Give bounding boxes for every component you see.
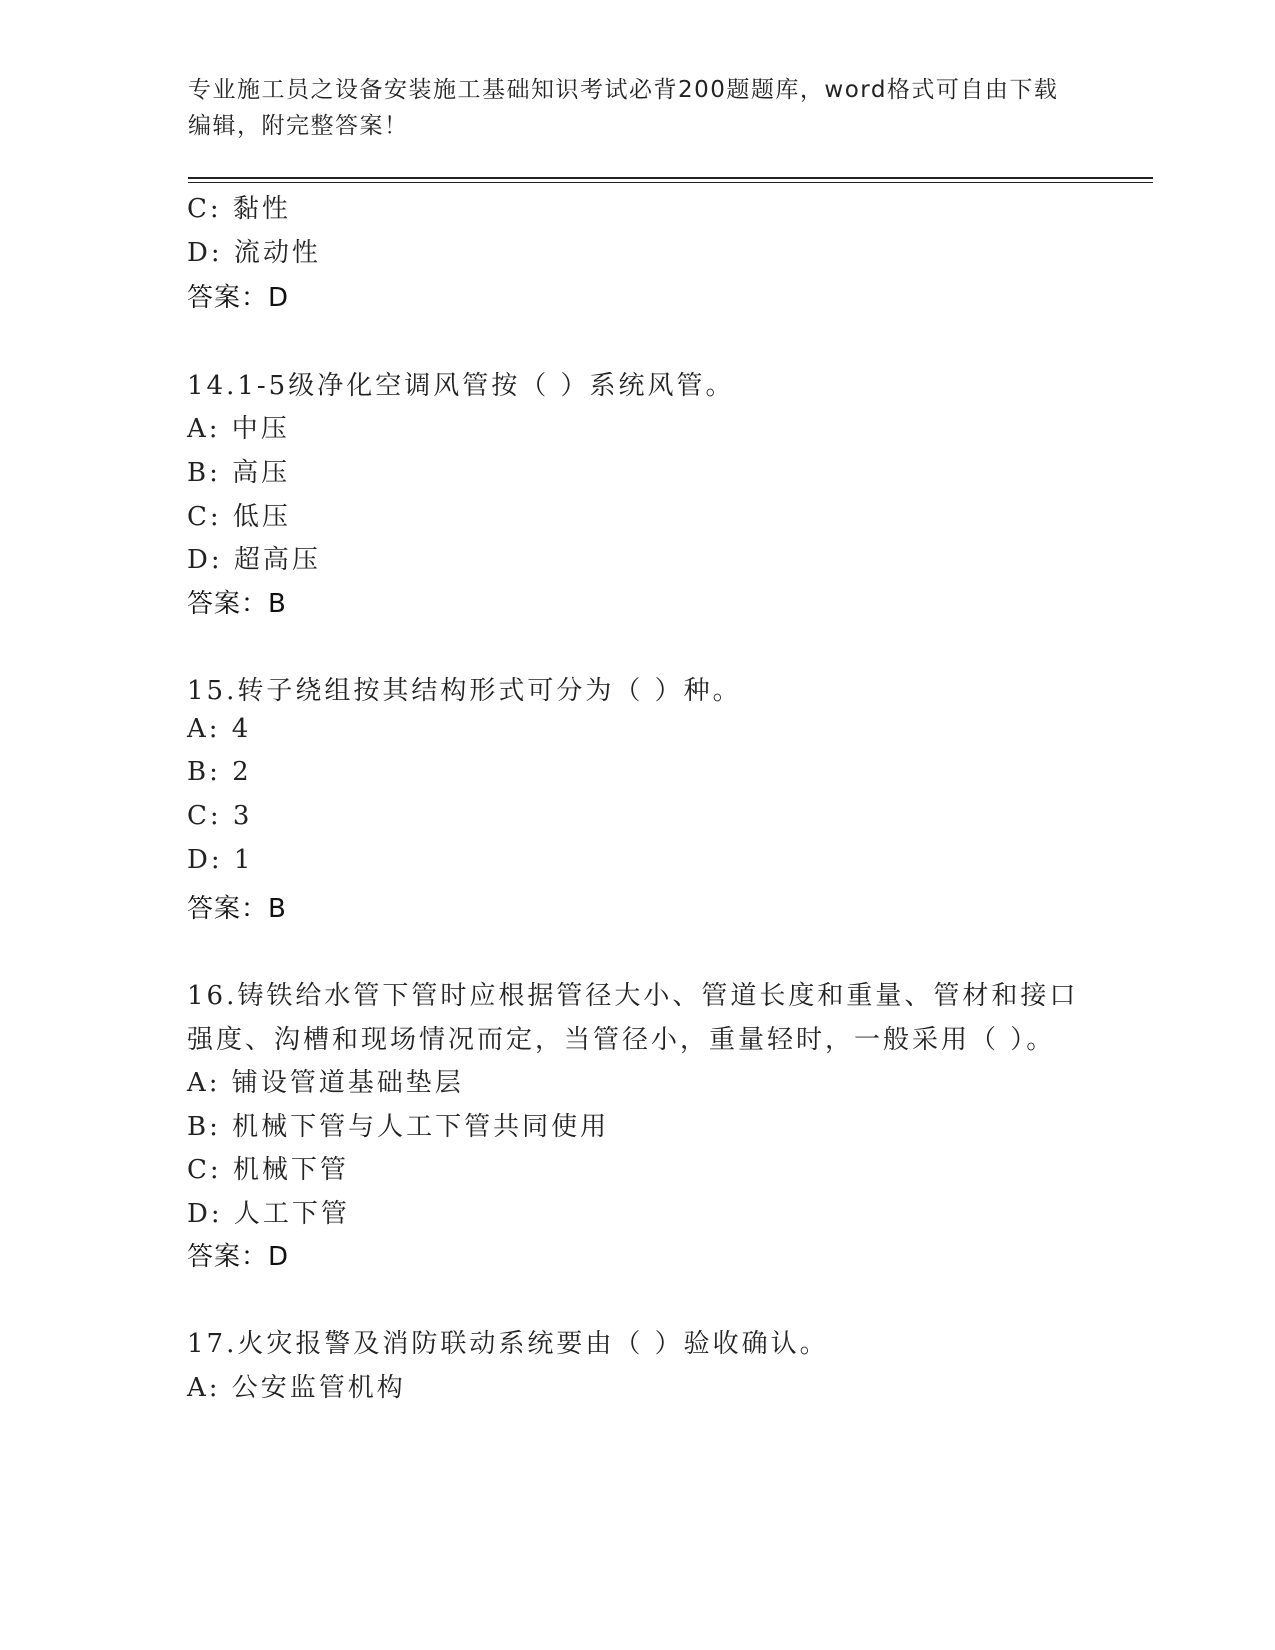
q15-option-b: B: 2: [187, 757, 252, 787]
q16-option-d: D: 人工下管: [187, 1199, 350, 1229]
q17-option-a: A: 公安监管机构: [187, 1373, 406, 1403]
q14-answer: 答案：B: [187, 589, 287, 619]
q15-option-a: A: 4: [187, 714, 252, 744]
q15-option-d: D: 1: [187, 845, 254, 875]
header-line-2: 编辑，附完整答案！: [188, 113, 409, 139]
q14-option-b: B: 高压: [187, 458, 291, 488]
header-line-1: 专业施工员之设备安装施工基础知识考试必背200题题库，word格式可自由下载: [188, 77, 1059, 103]
q16-option-b: B: 机械下管与人工下管共同使用: [187, 1112, 610, 1142]
q16-stem-line-2: 强度、沟槽和现场情况而定，当管径小，重量轻时，一般采用（ ）。: [187, 1025, 1056, 1055]
q13-option-d: D: 流动性: [187, 238, 321, 268]
document-header: [188, 72, 1088, 144]
q15-option-c: C: 3: [187, 801, 253, 831]
q14-option-d: D: 超高压: [187, 545, 321, 575]
q16-answer: 答案：D: [187, 1242, 290, 1272]
q16-option-c: C: 机械下管: [187, 1155, 349, 1185]
q13-option-c: C: 黏性: [187, 194, 291, 224]
header-divider-thick: [188, 177, 1153, 179]
q14-stem: 14.1-5级净化空调风管按（ ）系统风管。: [187, 371, 735, 401]
q13-answer: 答案：D: [187, 283, 290, 313]
q14-option-a: A: 中压: [187, 414, 290, 444]
header-divider-thin: [188, 182, 1153, 183]
q14-option-c: C: 低压: [187, 502, 291, 532]
q15-stem: 15.转子绕组按其结构形式可分为（ ）种。: [187, 676, 742, 706]
q15-answer: 答案：B: [187, 894, 287, 924]
q17-stem: 17.火灾报警及消防联动系统要由（ ）验收确认。: [187, 1329, 829, 1359]
q16-stem-line-1: 16.铸铁给水管下管时应根据管径大小、管道长度和重量、管材和接口: [187, 981, 1079, 1011]
q16-option-a: A: 铺设管道基础垫层: [187, 1068, 464, 1098]
